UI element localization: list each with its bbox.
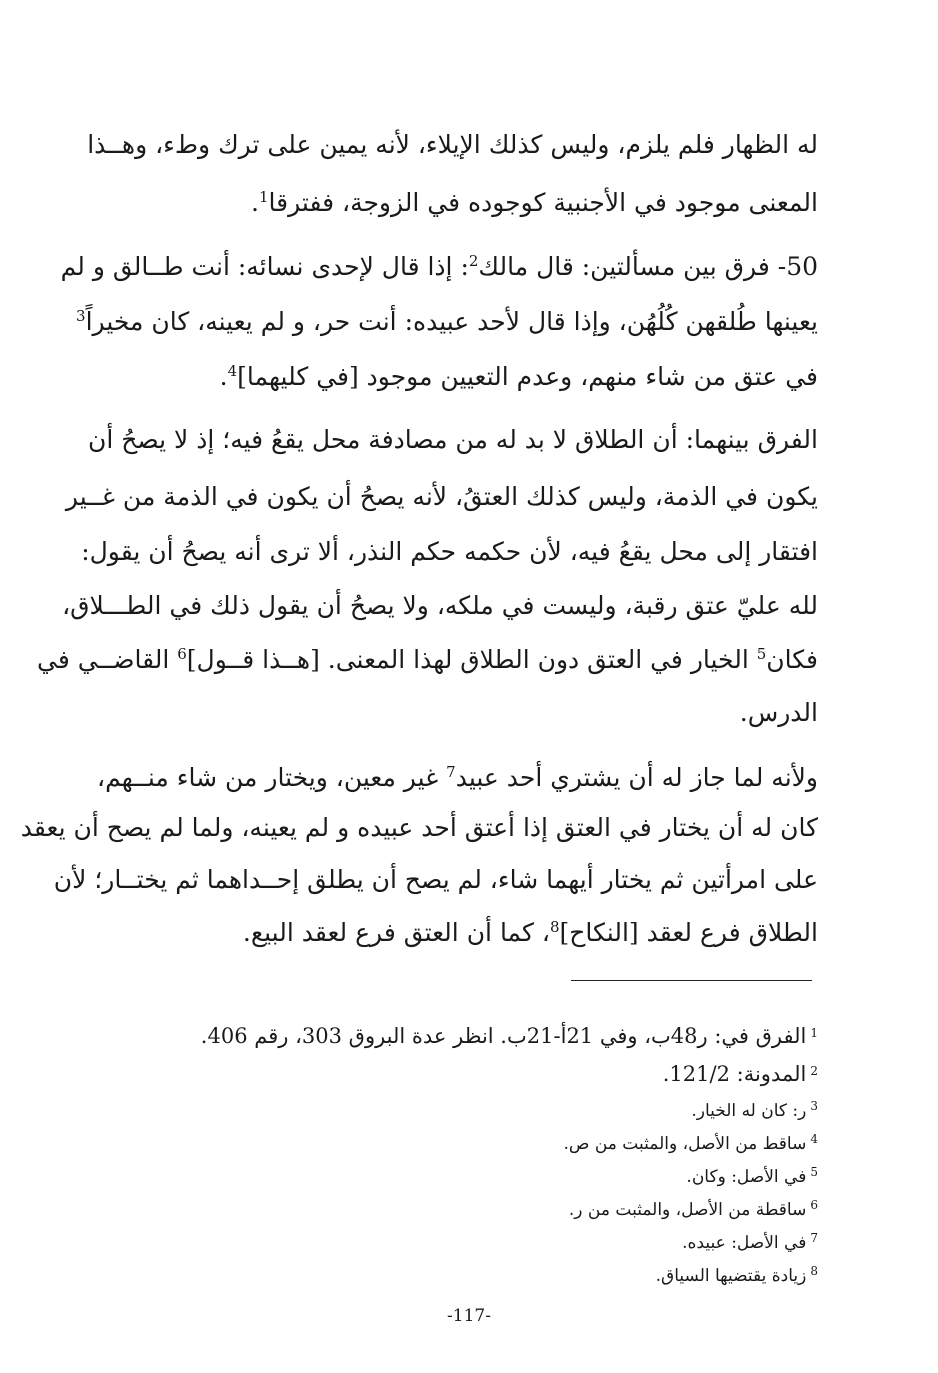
footnote: $^6$ساقطة من الأصل، والمثبت من ر. xyxy=(568,1198,818,1220)
body-line: يكون في الذمة، وليس كذلك العتقُ، لأنه يصحُ أن يكون في الذمة من غــير xyxy=(65,482,818,511)
body-line: المعنى موجود في الأجنبية كوجوده في الزوجة، ففترقا$^1$. xyxy=(251,188,818,217)
footnote-ref: 5 xyxy=(756,645,767,663)
footnote-ref: 3 xyxy=(76,307,86,325)
body-line: 50- فرق بين مسألتين: قال مالك$^2$: إذا قال لإحدى نسائه: أنت طــالق و لم xyxy=(60,252,818,281)
body-line: الفرق بينهما: أن الطلاق لا بد له من مصادفة محل يقعُ فيه؛ إذ لا يصحُ أن xyxy=(88,425,818,454)
body-line: فكان$^5$ الخيار في العتق دون الطلاق لهذا المعنى. [هــذا قــول]$^6$ القاضــي في xyxy=(37,645,818,674)
body-line: على امرأتين ثم يختار أيهما شاء، لم يصح أن يطلق إحــداهما ثم يختــار؛ لأن xyxy=(53,865,818,894)
page-number: -117- xyxy=(447,1306,491,1326)
body-line: الدرس. xyxy=(739,698,818,727)
body-line: لله عليّ عتق رقبة، وليست في ملكه، ولا يصحُ أن يقول ذلك في الطـــلاق، xyxy=(62,591,818,620)
footnote-ref: 6 xyxy=(177,645,187,663)
footnote-ref: 8 xyxy=(549,918,560,936)
body-line: له الظهار فلم يلزم، وليس كذلك الإيلاء، لأنه يمين على ترك وطء، وهــذا xyxy=(87,130,818,159)
body-line: ولأنه لما جاز له أن يشتري أحد عبيد$^7$ غير معين، ويختار من شاء منــهم، xyxy=(97,763,818,792)
footnote: $^3$ر: كان له الخيار. xyxy=(691,1099,818,1121)
footnote: $^2$المدونة: 121/2. xyxy=(662,1062,818,1086)
footnote: $^7$في الأصل: عبيده. xyxy=(682,1231,818,1253)
footnote: $^5$في الأصل: وكان. xyxy=(686,1165,818,1187)
footnote-ref: 1 xyxy=(259,188,269,206)
footnote-ref: 2 xyxy=(468,252,479,270)
body-line: في عتق من شاء منهم، وعدم التعيين موجود [في كليهما]$^4$. xyxy=(219,362,818,391)
footnote-ref: 4 xyxy=(227,362,238,380)
footnote: $^8$زيادة يقتضيها السياق. xyxy=(655,1264,818,1286)
footnote-ref: 7 xyxy=(446,763,456,781)
body-line: كان له أن يختار في العتق إذا أعتق أحد عبيده و لم يعينه، ولما لم يصح أن يعقد xyxy=(20,813,818,842)
footnote: $^1$الفرق في: ر48ب، وفي 21أ-21ب. انظر عدة البروق 303، رقم 406. xyxy=(200,1024,818,1048)
body-line: الطلاق فرع لعقد [النكاح]$^8$، كما أن العتق فرع لعقد البيع. xyxy=(242,918,818,947)
footnote-separator xyxy=(571,980,812,981)
body-line: افتقار إلى محل يقعُ فيه، لأن حكمه حكم النذر، ألا ترى أنه يصحُ أن يقول: xyxy=(81,537,818,566)
body-line: يعينها طُلقهن كُلُهُن، وإذا قال لأحد عبيده: أنت حر، و لم يعينه، كان مخيراً$^3$ xyxy=(76,307,818,336)
footnote: $^4$ساقط من الأصل، والمثبت من ص. xyxy=(563,1132,818,1154)
